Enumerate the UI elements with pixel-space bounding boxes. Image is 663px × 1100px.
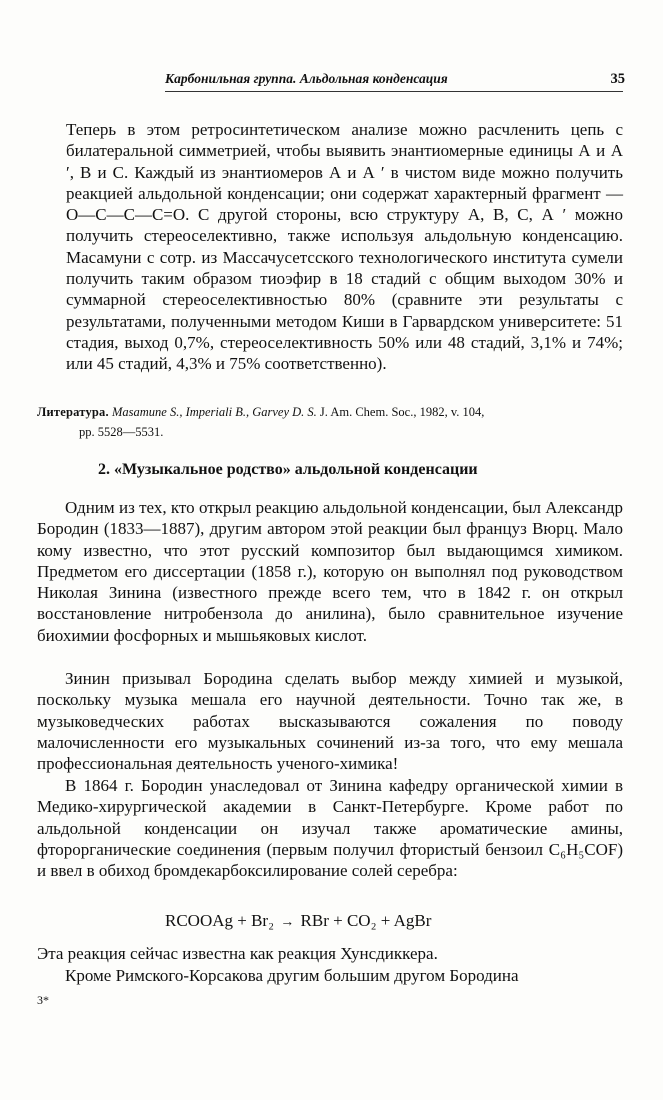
paragraph-2: Зинин призывал Бородина сделать выбор между химией и музыкой, поскольку музыка мешала его научной деятельности. Точно так же, в музыковедческих работах высказываются сожаления по поводу малочисленности его музыкальных сочинений из-за того, что ему мешала профессиональная деятельность ученого-химика! — [37, 669, 623, 774]
equation-lhs: RCOOAg + Br₂ — [165, 911, 275, 930]
after-equation-line-1: Эта реакция сейчас известна как реакция Хунсдиккера. — [37, 944, 438, 963]
paragraph-1: Одним из тех, кто открыл реакцию альдольной конденсации, был Александр Бородин (1833—1887), другим автором этой реакции был француз Вюрц. Мало кому известно, что этот русский композитор был выдающимся химиком. Предметом его диссертации (1858 г.), которую он выполнял под руководством Николая Зинина (известного прежде всего тем, что в 1842 г. он открыл восстановление нитробензола до анилина), было сравнительное изучение биохимии фосфорных и мышьяковых кислот. — [37, 498, 623, 645]
running-title: Карбонильная группа. Альдольная конденсация — [165, 71, 448, 86]
paragraph-3: В 1864 г. Бородин унаследовал от Зинина кафедру органической химии в Медико-хирургической академии в Санкт-Петербурге. Кроме работ по альдольной конденсации он изучал также ароматические амины, фторорганические соединения (первым получил фтористый бензоил C₆H₅COF) и ввел в обиход бромдекарбоксилирование солей серебра: — [37, 776, 623, 881]
literature-pages: pp. 5528—5531. — [79, 424, 164, 439]
signature-mark: 3* — [37, 993, 49, 1007]
running-header — [165, 71, 625, 88]
equation-arrow: → — [280, 915, 295, 930]
page-number: 35 — [610, 71, 625, 87]
literature-authors: Masamune S., Imperiali B., Garvey D. S. — [111, 405, 317, 419]
reaction-equation — [165, 911, 431, 931]
paragraph-intro: Теперь в этом ретросинтетическом анализе можно расчленить цепь с билатеральной симметрией, чтобы выявить энантиомерные единицы А и А ′, В и С. Каждый из энантиомеров А и А ′ в чистом виде можно получить реакцией альдольной конденсации; они содержат характерный фрагмент —О—С—С—С=О. С другой стороны, всю структуру А, В, С, А ′ можно получить стереоселективно, также используя альдольную конденсацию. Масамуни с сотр. из Массачусетсского технологического института сумели получить таким образом тиоэфир в 18 стадий с общим выходом 30% и суммарной стереоселективностью 80% (сравните эти результаты с результатами, полученными методом Киши в Гарвардском университете: 51 стадия, выход 0,7%, стереоселективность 50% или 48 стадий, 3,1% и 74%; или 45 стадий, 4,3% и 75% соответственно). — [66, 120, 623, 374]
literature-journal: J. Am. Chem. Soc., 1982, v. 104, — [316, 405, 485, 419]
after-equation-line-2: Кроме Римского-Корсакова другим большим другом Бородина — [65, 966, 519, 985]
section-title: 2. «Музыкальное родство» альдольной конденсации — [98, 461, 478, 478]
literature-reference — [37, 403, 623, 442]
header-rule — [165, 91, 623, 92]
equation-rhs: RBr + CO₂ + AgBr — [300, 911, 432, 930]
literature-label: Литература. — [37, 405, 109, 419]
